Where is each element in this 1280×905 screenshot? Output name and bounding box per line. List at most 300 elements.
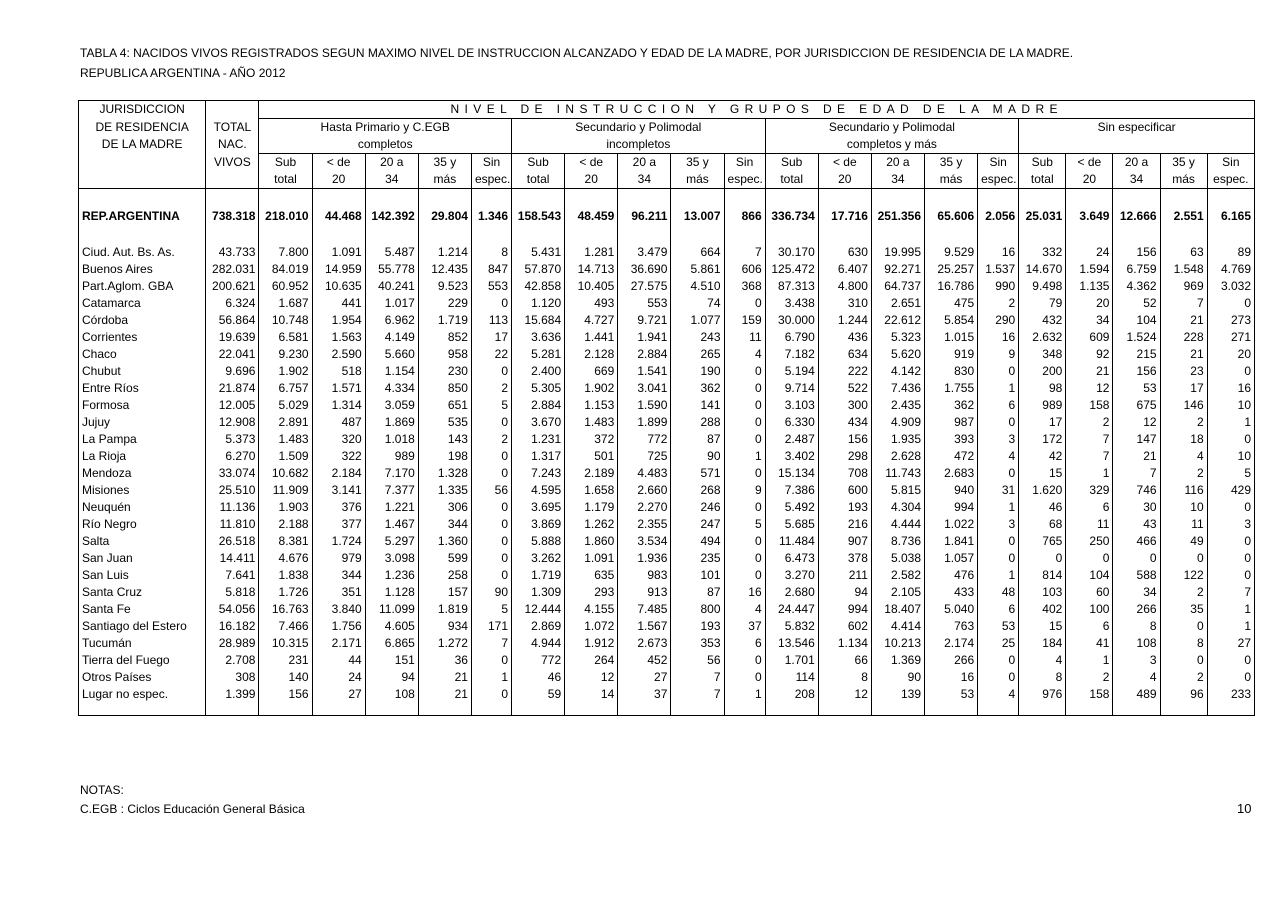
spacer-cell xyxy=(206,225,259,244)
spacer-row xyxy=(79,189,1255,209)
subheader-bottom: 34 xyxy=(365,171,418,189)
cell-value: 5.861 xyxy=(671,261,724,278)
spacer-cell xyxy=(312,225,365,244)
cell-value: 7.182 xyxy=(765,346,818,363)
cell-value: 2.632 xyxy=(1019,329,1066,346)
cell-value: 54.056 xyxy=(206,601,259,618)
cell-value: 1.072 xyxy=(565,618,618,635)
cell-value: 940 xyxy=(925,482,978,499)
cell-value: 12.666 xyxy=(1113,208,1160,225)
spacer-cell xyxy=(565,703,618,716)
cell-value: 3.534 xyxy=(618,533,671,550)
cell-value: 12.435 xyxy=(418,261,471,278)
cell-value: 228 xyxy=(1160,329,1207,346)
cell-value: 664 xyxy=(671,244,724,261)
subheader-bottom: total xyxy=(1019,171,1066,189)
cell-value: 17 xyxy=(1019,414,1066,431)
cell-value: 12 xyxy=(818,686,871,703)
cell-value: 108 xyxy=(1113,635,1160,652)
subheader-bottom: espec. xyxy=(978,171,1019,189)
cell-value: 157 xyxy=(418,584,471,601)
cell-value: 218.010 xyxy=(259,208,312,225)
cell-value: 33.074 xyxy=(206,465,259,482)
cell-value: 919 xyxy=(925,346,978,363)
cell-value: 0 xyxy=(1207,533,1254,550)
cell-value: 11.810 xyxy=(206,516,259,533)
cell-value: 1.903 xyxy=(259,499,312,516)
cell-value: 11.099 xyxy=(365,601,418,618)
cell-value: 1.335 xyxy=(418,482,471,499)
cell-value: 1.441 xyxy=(565,329,618,346)
cell-value: 11.909 xyxy=(259,482,312,499)
cell-value: 282.031 xyxy=(206,261,259,278)
cell-value: 5.305 xyxy=(512,380,565,397)
cell-value: 434 xyxy=(818,414,871,431)
cell-value: 1 xyxy=(724,686,765,703)
cell-value: 100 xyxy=(1066,601,1113,618)
spacer-cell xyxy=(871,189,924,209)
cell-value: 42.858 xyxy=(512,278,565,295)
cell-value: 19.639 xyxy=(206,329,259,346)
cell-value: 21 xyxy=(418,686,471,703)
cell-value: 588 xyxy=(1113,567,1160,584)
cell-value: 2.435 xyxy=(871,397,924,414)
row-name: Santa Fe xyxy=(79,601,206,618)
header-jurisdiccion: JURISDICCION xyxy=(79,101,206,119)
cell-value: 5.040 xyxy=(925,601,978,618)
cell-value: 12 xyxy=(1113,414,1160,431)
row-name: Santa Cruz xyxy=(79,584,206,601)
cell-value: 1 xyxy=(978,499,1019,516)
cell-value: 143 xyxy=(418,431,471,448)
cell-value: 2.683 xyxy=(925,465,978,482)
cell-value: 1.309 xyxy=(512,584,565,601)
cell-value: 402 xyxy=(1019,601,1066,618)
cell-value: 48.459 xyxy=(565,208,618,225)
cell-value: 21 xyxy=(1160,312,1207,329)
cell-value: 16.786 xyxy=(925,278,978,295)
cell-value: 725 xyxy=(618,448,671,465)
cell-value: 600 xyxy=(818,482,871,499)
cell-value: 158 xyxy=(1066,686,1113,703)
table-row xyxy=(79,516,1255,533)
cell-value: 0 xyxy=(724,431,765,448)
cell-value: 1.838 xyxy=(259,567,312,584)
cell-value: 156 xyxy=(259,686,312,703)
cell-value: 147 xyxy=(1113,431,1160,448)
cell-value: 1.483 xyxy=(259,431,312,448)
cell-value: 273 xyxy=(1207,312,1254,329)
cell-value: 5.620 xyxy=(871,346,924,363)
cell-value: 27 xyxy=(1207,635,1254,652)
cell-value: 231 xyxy=(259,652,312,669)
table-row xyxy=(79,584,1255,601)
cell-value: 5.194 xyxy=(765,363,818,380)
cell-value: 0 xyxy=(471,414,511,431)
cell-value: 1 xyxy=(1066,465,1113,482)
cell-value: 3.438 xyxy=(765,295,818,312)
cell-value: 3.670 xyxy=(512,414,565,431)
cell-value: 57.870 xyxy=(512,261,565,278)
table-row xyxy=(79,329,1255,346)
row-name: Entre Ríos xyxy=(79,380,206,397)
cell-value: 198 xyxy=(418,448,471,465)
cell-value: 3.695 xyxy=(512,499,565,516)
cell-value: 36.690 xyxy=(618,261,671,278)
cell-value: 310 xyxy=(818,295,871,312)
spacer-cell xyxy=(206,703,259,716)
cell-value: 1.120 xyxy=(512,295,565,312)
row-name: Lugar no espec. xyxy=(79,686,206,703)
cell-value: 0 xyxy=(471,550,511,567)
cell-value: 7 xyxy=(671,669,724,686)
cell-value: 3.262 xyxy=(512,550,565,567)
group-header: Secundario y Polimodal xyxy=(765,119,1019,137)
cell-value: 1.483 xyxy=(565,414,618,431)
cell-value: 630 xyxy=(818,244,871,261)
cell-value: 31 xyxy=(978,482,1019,499)
cell-value: 233 xyxy=(1207,686,1254,703)
cell-value: 1.057 xyxy=(925,550,978,567)
cell-value: 987 xyxy=(925,414,978,431)
cell-value: 40.241 xyxy=(365,278,418,295)
cell-value: 571 xyxy=(671,465,724,482)
cell-value: 8 xyxy=(1160,635,1207,652)
cell-value: 3.270 xyxy=(765,567,818,584)
cell-value: 200 xyxy=(1019,363,1066,380)
cell-value: 49 xyxy=(1160,533,1207,550)
cell-value: 746 xyxy=(1113,482,1160,499)
table-row xyxy=(79,635,1255,652)
cell-value: 1.022 xyxy=(925,516,978,533)
table-row xyxy=(79,380,1255,397)
cell-value: 489 xyxy=(1113,686,1160,703)
cell-value: 651 xyxy=(418,397,471,414)
cell-value: 29.804 xyxy=(418,208,471,225)
cell-value: 969 xyxy=(1160,278,1207,295)
cell-value: 156 xyxy=(818,431,871,448)
cell-value: 348 xyxy=(1019,346,1066,363)
spacer-cell xyxy=(1113,703,1160,716)
cell-value: 0 xyxy=(724,652,765,669)
cell-value: 24 xyxy=(312,669,365,686)
cell-value: 0 xyxy=(724,669,765,686)
subheader-bottom: más xyxy=(418,171,471,189)
spacer-cell xyxy=(79,703,206,716)
subheader-top: 20 a xyxy=(1113,154,1160,172)
cell-value: 6 xyxy=(978,601,1019,618)
subheader-bottom: 20 xyxy=(312,171,365,189)
table-subtitle: REPUBLICA ARGENTINA - AÑO 2012 xyxy=(80,66,286,80)
cell-value: 4.727 xyxy=(565,312,618,329)
cell-value: 87 xyxy=(671,584,724,601)
cell-value: 0 xyxy=(471,516,511,533)
cell-value: 850 xyxy=(418,380,471,397)
spacer-cell xyxy=(724,225,765,244)
row-name: Neuquén xyxy=(79,499,206,516)
cell-value: 59 xyxy=(512,686,565,703)
cell-value: 64.737 xyxy=(871,278,924,295)
cell-value: 2.174 xyxy=(925,635,978,652)
cell-value: 5.492 xyxy=(765,499,818,516)
spacer-cell xyxy=(671,225,724,244)
cell-value: 4 xyxy=(724,601,765,618)
cell-value: 3 xyxy=(1207,516,1254,533)
subheader-bottom: 20 xyxy=(818,171,871,189)
cell-value: 0 xyxy=(978,533,1019,550)
cell-value: 42 xyxy=(1019,448,1066,465)
cell-value: 23 xyxy=(1160,363,1207,380)
cell-value: 0 xyxy=(471,465,511,482)
spacer-cell xyxy=(365,703,418,716)
cell-value: 27 xyxy=(312,686,365,703)
cell-value: 4 xyxy=(1019,652,1066,669)
cell-value: 3.840 xyxy=(312,601,365,618)
cell-value: 0 xyxy=(724,397,765,414)
cell-value: 553 xyxy=(471,278,511,295)
cell-value: 1.214 xyxy=(418,244,471,261)
cell-value: 3.636 xyxy=(512,329,565,346)
cell-value: 9.523 xyxy=(418,278,471,295)
cell-value: 3.098 xyxy=(365,550,418,567)
cell-value: 1 xyxy=(978,567,1019,584)
cell-value: 230 xyxy=(418,363,471,380)
cell-value: 7.800 xyxy=(259,244,312,261)
cell-value: 0 xyxy=(471,652,511,669)
cell-value: 522 xyxy=(818,380,871,397)
cell-value: 103 xyxy=(1019,584,1066,601)
table-title: TABLA 4: NACIDOS VIVOS REGISTRADOS SEGUN MAXIMO NIVEL DE INSTRUCCION ALCANZADO Y EDAD DE LA MADRE, POR JURISDICCION DE RESIDENCIA DE LA MADRE. xyxy=(80,46,1074,60)
cell-value: 21 xyxy=(1160,346,1207,363)
cell-value: 247 xyxy=(671,516,724,533)
cell-value: 3.059 xyxy=(365,397,418,414)
cell-value: 3.479 xyxy=(618,244,671,261)
cell-value: 92 xyxy=(1066,346,1113,363)
spacer-cell xyxy=(978,189,1019,209)
cell-value: 0 xyxy=(978,465,1019,482)
cell-value: 958 xyxy=(418,346,471,363)
cell-value: 553 xyxy=(618,295,671,312)
cell-value: 0 xyxy=(978,414,1019,431)
cell-value: 0 xyxy=(471,567,511,584)
cell-value: 142.392 xyxy=(365,208,418,225)
cell-value: 66 xyxy=(818,652,871,669)
row-name: Santiago del Estero xyxy=(79,618,206,635)
cell-value: 0 xyxy=(471,499,511,516)
table-row xyxy=(79,448,1255,465)
cell-value: 16.182 xyxy=(206,618,259,635)
spacer-cell xyxy=(925,189,978,209)
cell-value: 1.091 xyxy=(312,244,365,261)
cell-value: 288 xyxy=(671,414,724,431)
cell-value: 1.594 xyxy=(1066,261,1113,278)
cell-value: 4.510 xyxy=(671,278,724,295)
cell-value: 290 xyxy=(978,312,1019,329)
subheader-top: Sub xyxy=(512,154,565,172)
cell-value: 44.468 xyxy=(312,208,365,225)
cell-value: 22.041 xyxy=(206,346,259,363)
cell-value: 12 xyxy=(1066,380,1113,397)
cell-value: 1.017 xyxy=(365,295,418,312)
subheader-top: 20 a xyxy=(618,154,671,172)
header-blank xyxy=(79,171,206,189)
cell-value: 7.641 xyxy=(206,567,259,584)
cell-value: 27.575 xyxy=(618,278,671,295)
cell-value: 12.005 xyxy=(206,397,259,414)
row-name: REP.ARGENTINA xyxy=(79,208,206,225)
cell-value: 9 xyxy=(978,346,1019,363)
cell-value: 763 xyxy=(925,618,978,635)
cell-value: 4.362 xyxy=(1113,278,1160,295)
cell-value: 3.402 xyxy=(765,448,818,465)
cell-value: 2.171 xyxy=(312,635,365,652)
cell-value: 0 xyxy=(724,499,765,516)
cell-value: 7 xyxy=(671,686,724,703)
subheader-bottom: 34 xyxy=(618,171,671,189)
cell-value: 250 xyxy=(1066,533,1113,550)
cell-value: 15 xyxy=(1019,465,1066,482)
cell-value: 7.485 xyxy=(618,601,671,618)
cell-value: 108 xyxy=(365,686,418,703)
cell-value: 1.537 xyxy=(978,261,1019,278)
cell-value: 11 xyxy=(724,329,765,346)
cell-value: 0 xyxy=(1160,550,1207,567)
cell-value: 634 xyxy=(818,346,871,363)
table-row xyxy=(79,550,1255,567)
table-row xyxy=(79,363,1255,380)
cell-value: 2 xyxy=(978,295,1019,312)
spacer-cell xyxy=(724,189,765,209)
cell-value: 4.149 xyxy=(365,329,418,346)
cell-value: 1.541 xyxy=(618,363,671,380)
cell-value: 251.356 xyxy=(871,208,924,225)
header-residencia: DE RESIDENCIA xyxy=(79,119,206,137)
cell-value: 4.605 xyxy=(365,618,418,635)
cell-value: 7 xyxy=(1066,448,1113,465)
header-madre: DE LA MADRE xyxy=(79,136,206,154)
cell-value: 9.498 xyxy=(1019,278,1066,295)
table-row xyxy=(79,346,1255,363)
spacer-cell xyxy=(206,189,259,209)
cell-value: 3.141 xyxy=(312,482,365,499)
cell-value: 17 xyxy=(1160,380,1207,397)
cell-value: 983 xyxy=(618,567,671,584)
cell-value: 2.708 xyxy=(206,652,259,669)
cell-value: 5.297 xyxy=(365,533,418,550)
cell-value: 3.032 xyxy=(1207,278,1254,295)
cell-value: 158.543 xyxy=(512,208,565,225)
cell-value: 1.726 xyxy=(259,584,312,601)
cell-value: 30 xyxy=(1113,499,1160,516)
cell-value: 990 xyxy=(978,278,1019,295)
cell-value: 216 xyxy=(818,516,871,533)
cell-value: 344 xyxy=(418,516,471,533)
cell-value: 10 xyxy=(1207,448,1254,465)
cell-value: 19.995 xyxy=(871,244,924,261)
cell-value: 6 xyxy=(978,397,1019,414)
cell-value: 738.318 xyxy=(206,208,259,225)
cell-value: 5.685 xyxy=(765,516,818,533)
cell-value: 0 xyxy=(1113,550,1160,567)
cell-value: 1.317 xyxy=(512,448,565,465)
cell-value: 4.483 xyxy=(618,465,671,482)
table-row xyxy=(79,465,1255,482)
cell-value: 6.759 xyxy=(1113,261,1160,278)
cell-value: 17.716 xyxy=(818,208,871,225)
cell-value: 7 xyxy=(1160,295,1207,312)
subheader-bottom: más xyxy=(1160,171,1207,189)
cell-value: 6.165 xyxy=(1207,208,1254,225)
cell-value: 24.447 xyxy=(765,601,818,618)
group-subheader xyxy=(1019,136,1255,154)
cell-value: 535 xyxy=(418,414,471,431)
cell-value: 0 xyxy=(724,533,765,550)
cell-value: 7.386 xyxy=(765,482,818,499)
spacer-cell xyxy=(618,703,671,716)
group-subheader: completos y más xyxy=(765,136,1019,154)
cell-value: 0 xyxy=(1207,652,1254,669)
cell-value: 211 xyxy=(818,567,871,584)
cell-value: 308 xyxy=(206,669,259,686)
subheader-bottom: 20 xyxy=(1066,171,1113,189)
cell-value: 1.571 xyxy=(312,380,365,397)
spacer-cell xyxy=(871,225,924,244)
cell-value: 1 xyxy=(978,380,1019,397)
cell-value: 0 xyxy=(724,567,765,584)
spacer-cell xyxy=(312,189,365,209)
cell-value: 6.270 xyxy=(206,448,259,465)
cell-value: 96.211 xyxy=(618,208,671,225)
cell-value: 2.551 xyxy=(1160,208,1207,225)
cell-value: 7.243 xyxy=(512,465,565,482)
cell-value: 146 xyxy=(1160,397,1207,414)
cell-value: 4.444 xyxy=(871,516,924,533)
spacer-cell xyxy=(259,703,312,716)
cell-value: 16 xyxy=(925,669,978,686)
cell-value: 332 xyxy=(1019,244,1066,261)
cell-value: 852 xyxy=(418,329,471,346)
table-row xyxy=(79,312,1255,329)
spacer-cell xyxy=(565,225,618,244)
cell-value: 2 xyxy=(1160,669,1207,686)
cell-value: 2.884 xyxy=(512,397,565,414)
cell-value: 4.304 xyxy=(871,499,924,516)
spacer-cell xyxy=(1207,189,1254,209)
cell-value: 1.328 xyxy=(418,465,471,482)
cell-value: 994 xyxy=(925,499,978,516)
cell-value: 3 xyxy=(1113,652,1160,669)
cell-value: 2.673 xyxy=(618,635,671,652)
cell-value: 4.909 xyxy=(871,414,924,431)
cell-value: 1.091 xyxy=(565,550,618,567)
cell-value: 193 xyxy=(818,499,871,516)
note-text: C.EGB : Ciclos Educación General Básica xyxy=(80,802,305,816)
cell-value: 12 xyxy=(565,669,618,686)
cell-value: 800 xyxy=(671,601,724,618)
cell-value: 1.548 xyxy=(1160,261,1207,278)
cell-value: 5 xyxy=(471,601,511,618)
cell-value: 10.405 xyxy=(565,278,618,295)
cell-value: 11.136 xyxy=(206,499,259,516)
cell-value: 2.270 xyxy=(618,499,671,516)
cell-value: 432 xyxy=(1019,312,1066,329)
spacer-cell xyxy=(418,703,471,716)
cell-value: 46 xyxy=(512,669,565,686)
cell-value: 35 xyxy=(1160,601,1207,618)
cell-value: 1.231 xyxy=(512,431,565,448)
cell-value: 21 xyxy=(1113,448,1160,465)
cell-value: 1 xyxy=(1207,414,1254,431)
